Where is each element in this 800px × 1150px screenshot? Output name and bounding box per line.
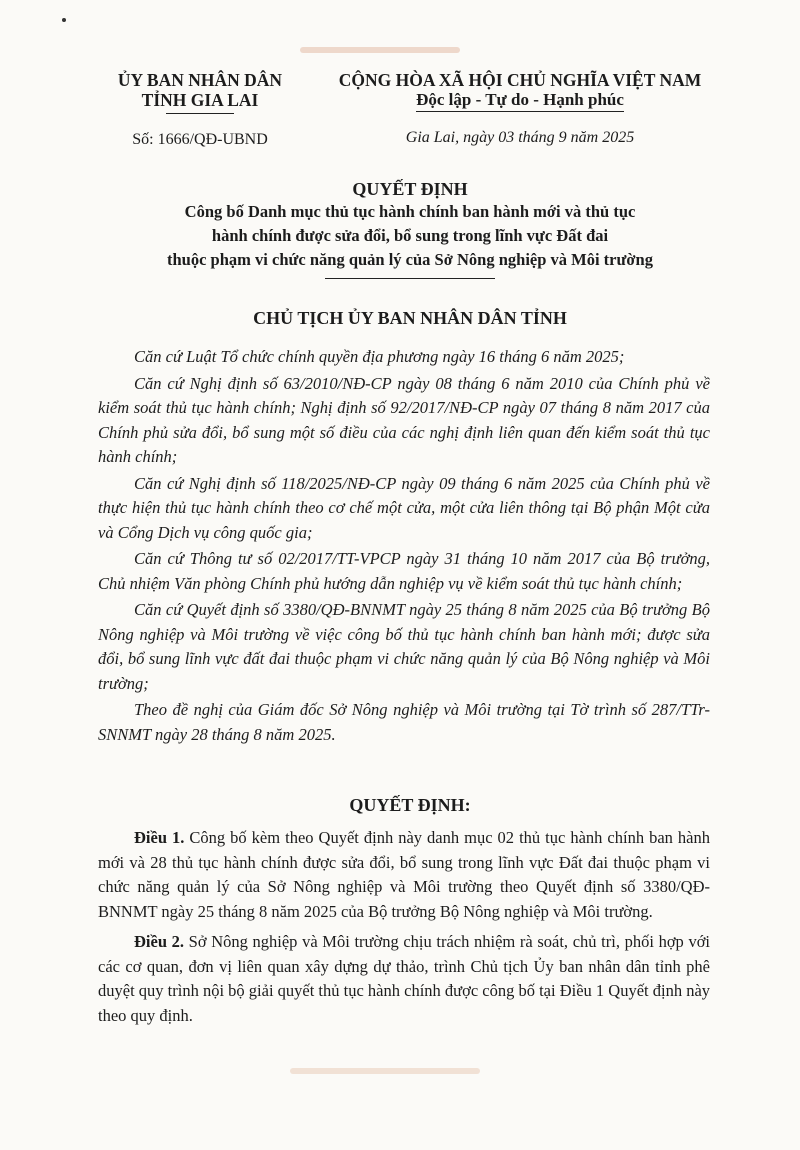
article-2 [98,930,710,1028]
document-number: Số: 1666/QĐ-UBND [132,131,268,148]
title-underline [325,278,495,279]
org-divider [166,113,234,114]
national-motto: Độc lập - Tự do - Hạnh phúc [416,90,624,112]
document-title-block [60,178,760,279]
article-2-label: Điều 2. [134,932,185,951]
decision-heading: QUYẾT ĐỊNH: [349,795,471,815]
document-type-heading: QUYẾT ĐỊNH [352,179,468,199]
scan-artifact-top [300,47,460,53]
articles-section [98,826,710,1034]
title-line-1: Công bố Danh mục thủ tục hành chính ban hành mới và thủ tục [184,202,636,221]
legal-basis-paragraph: Căn cứ Quyết định số 3380/QĐ-BNNMT ngày 25 tháng 8 năm 2025 của Bộ trưởng Bộ Nông nghiệp và Môi trường về việc công bố thủ tục hành chính ban hành mới; được sửa đổi, bổ sung lĩnh vực đất đai thuộc phạm vi chức năng quản lý của Bộ Nông nghiệp và Môi trường; [98,600,710,693]
authority-heading: CHỦ TỊCH ỦY BAN NHÂN DÂN TỈNH [253,308,567,328]
article-2-text: Sở Nông nghiệp và Môi trường chịu trách nhiệm rà soát, chủ trì, phối hợp với các cơ quan, đơn vị liên quan xây dựng dự thảo, trình Chủ tịch Ủy ban nhân dân tỉnh phê duyệt quy trình nội bộ giải quyết thủ tục hành chính được công bố tại Điều 1 Quyết định này theo quy định. [98,932,711,1025]
country-name: CỘNG HÒA XÃ HỘI CHỦ NGHĨA VIỆT NAM [338,70,702,90]
legal-basis-paragraph: Căn cứ Nghị định số 63/2010/NĐ-CP ngày 08 tháng 6 năm 2010 của Chính phủ về kiểm soát thủ tục hành chính; Nghị định số 92/2017/NĐ-CP ngày 07 tháng 8 năm 2017 của Chính phủ sửa đổi, bổ sung một số điều của các nghị định liên quan đến kiểm soát thủ tục hành chính; [98,373,710,466]
article-1-text: Công bố kèm theo Quyết định này danh mục 02 thủ tục hành chính ban hành mới và 28 thủ tục hành chính được sửa đổi, bổ sung trong lĩnh vực Đất đai thuộc phạm vi chức năng quản lý của Sở Nông nghiệp và Môi trường theo Quyết định số 3380/QĐ-BNNMT ngày 25 tháng 8 năm 2025 của Bộ trưởng Bộ Nông nghiệp và Môi trường. [98,828,710,921]
org-name-line1: ỦY BAN NHÂN DÂN [117,70,283,90]
legal-basis-paragraph: Theo đề nghị của Giám đốc Sở Nông nghiệp và Môi trường tại Tờ trình số 287/TTr-SNNMT ngày 28 tháng 8 năm 2025. [98,700,710,744]
legal-basis-paragraph: Căn cứ Thông tư số 02/2017/TT-VPCP ngày 31 tháng 10 năm 2017 của Bộ trưởng, Chủ nhiệm Văn phòng Chính phủ hướng dẫn nghiệp vụ về kiểm soát thủ tục hành chính; [98,549,710,593]
scan-speck [62,18,66,22]
article-1 [98,826,710,924]
legal-basis-section [98,345,710,749]
title-line-2: hành chính được sửa đổi, bổ sung trong lĩnh vực Đất đai [211,226,609,245]
legal-basis-paragraph: Căn cứ Luật Tổ chức chính quyền địa phương ngày 16 tháng 6 năm 2025; [134,347,625,366]
document-date: Gia Lai, ngày 03 tháng 9 năm 2025 [405,129,635,146]
scan-artifact-bottom [290,1068,480,1074]
national-header-block [320,70,720,148]
article-1-label: Điều 1. [134,828,185,847]
issuing-authority-block [100,70,300,150]
org-name-line2: TỈNH GIA LAI [141,90,259,110]
legal-basis-paragraph: Căn cứ Nghị định số 118/2025/NĐ-CP ngày 09 tháng 6 năm 2025 của Chính phủ về thực hiện thủ tục hành chính theo cơ chế một cửa, một cửa liên thông tại Bộ phận Một cửa và Cổng Dịch vụ công quốc gia; [98,473,710,542]
title-line-3: thuộc phạm vi chức năng quản lý của Sở Nông nghiệp và Môi trường [167,250,653,269]
